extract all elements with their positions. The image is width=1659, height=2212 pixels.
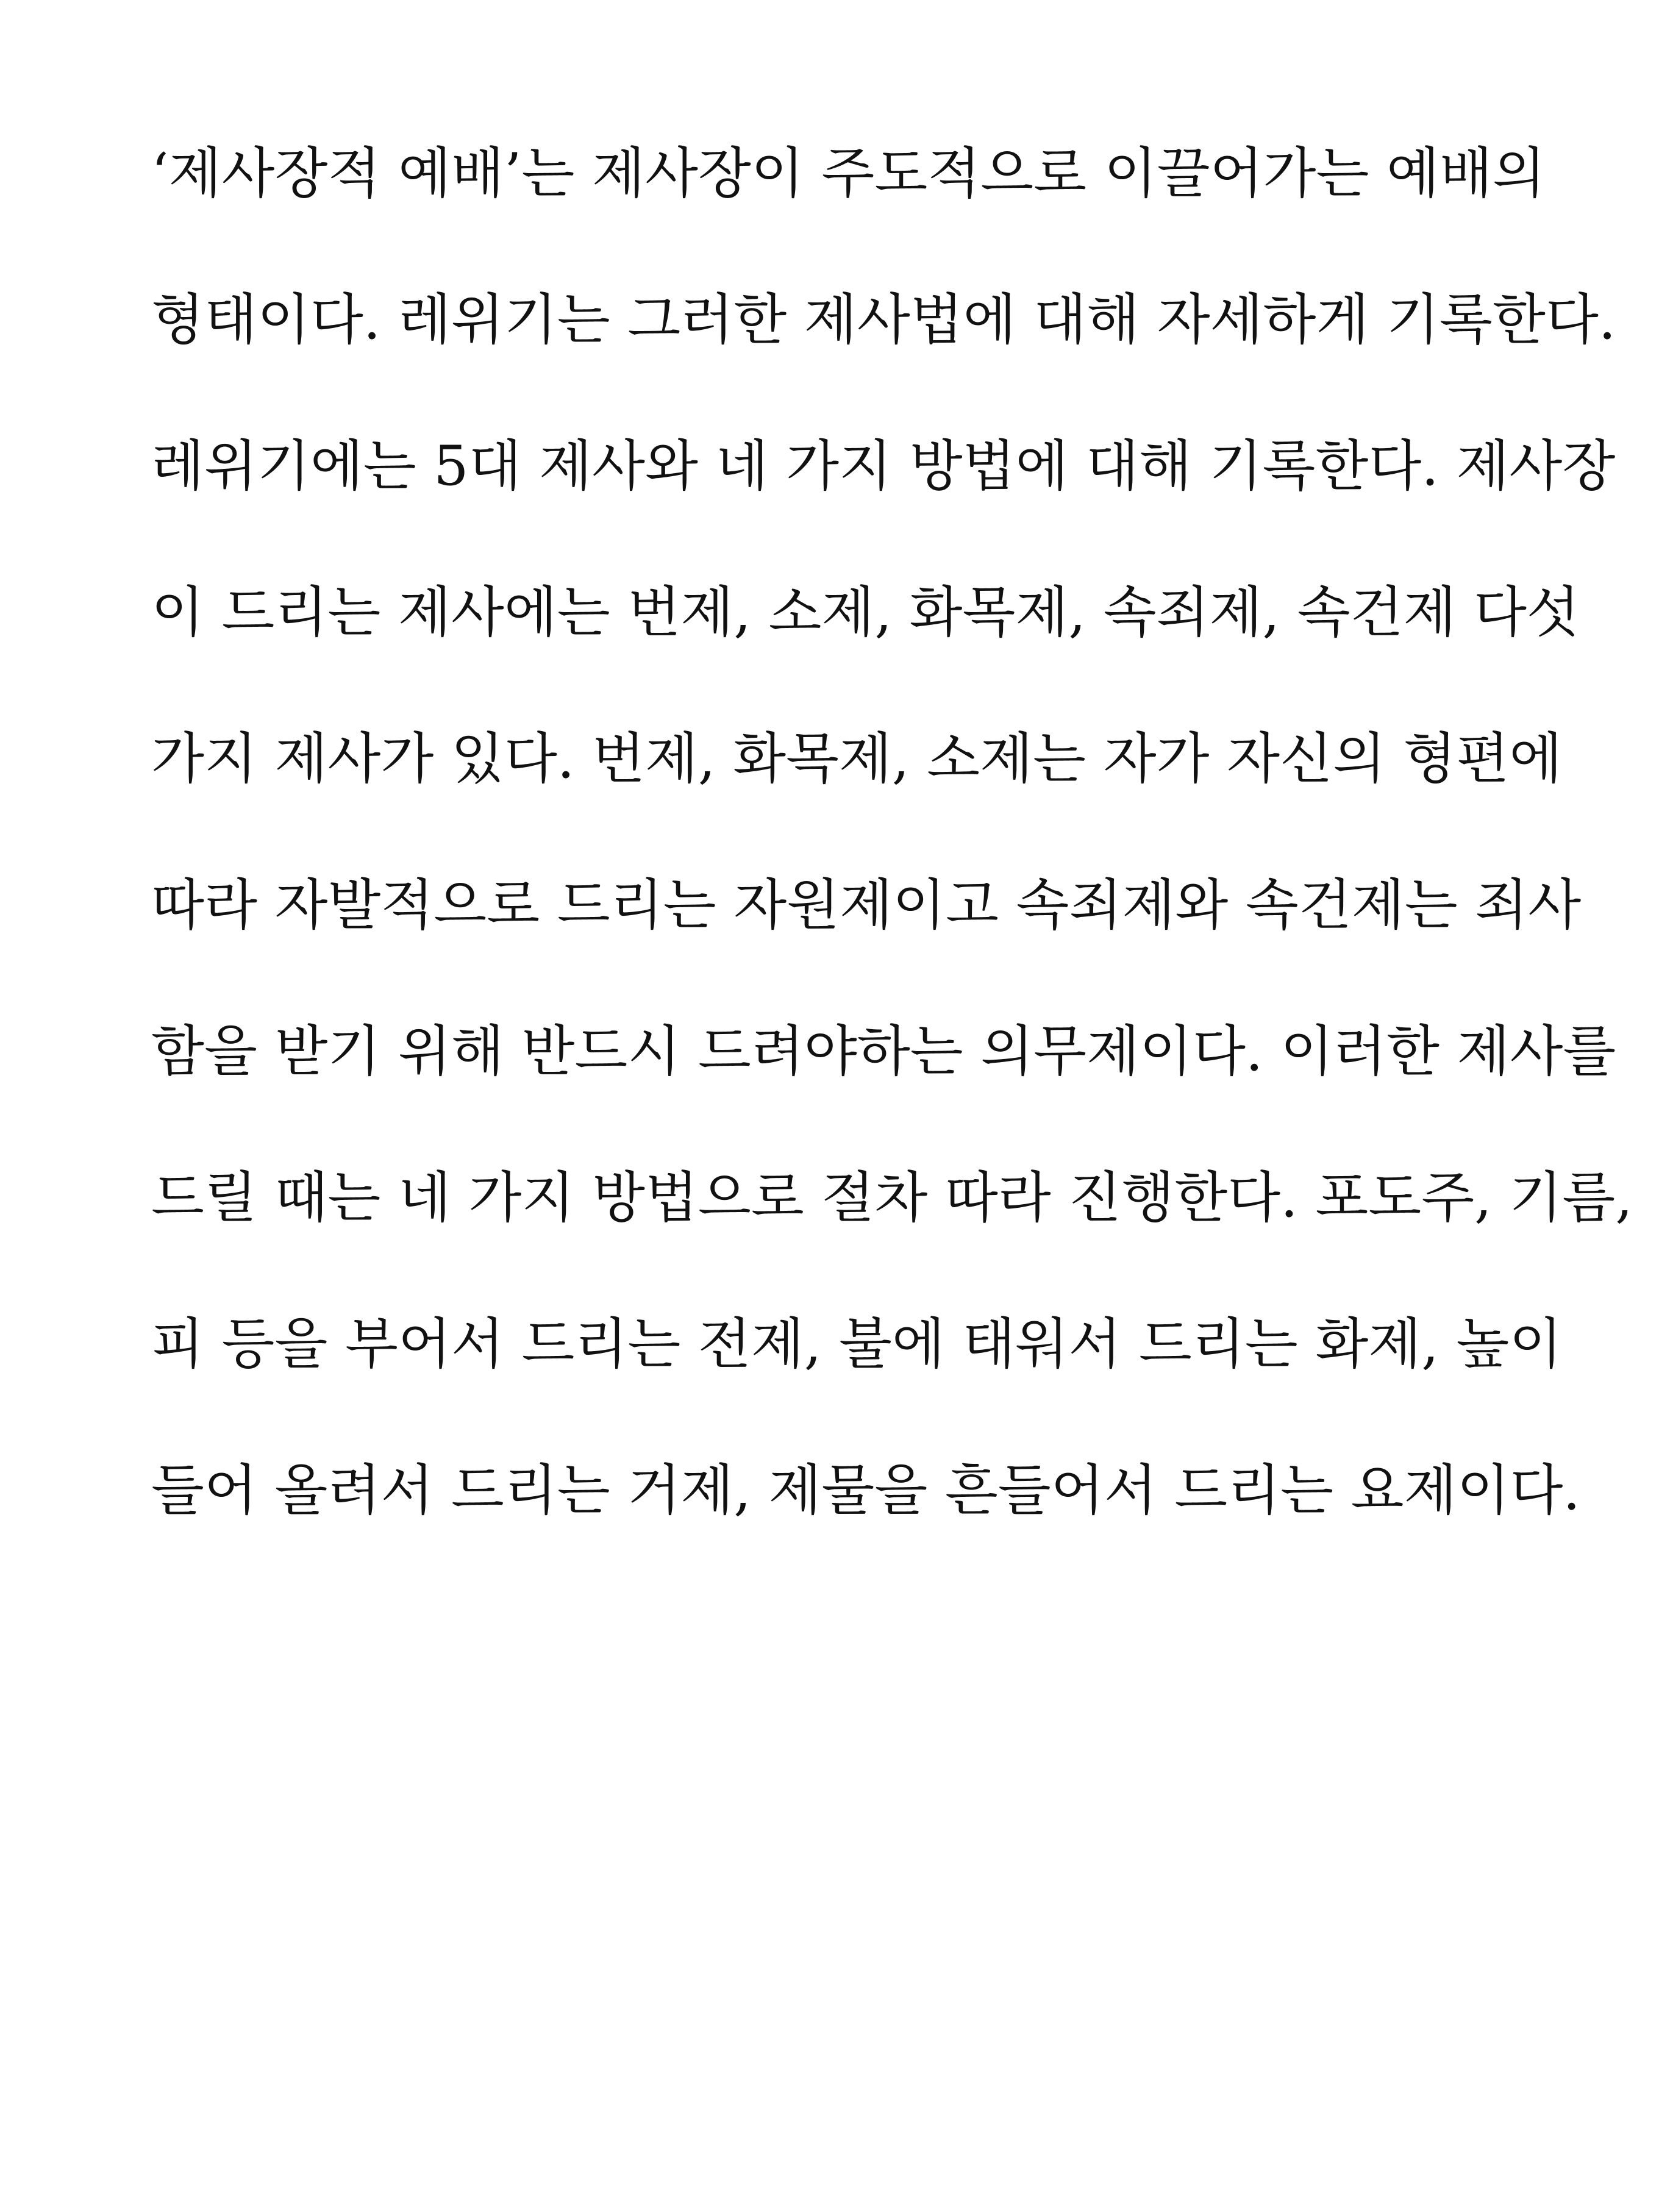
paragraph-line-9: 피 등을 부어서 드리는 전제, 불에 태워서 드리는 화제, 높이: [151, 1312, 1563, 1376]
paragraph-line-6: 따라 자발적으로 드리는 자원제이고 속죄제와 속건제는 죄사: [151, 873, 1582, 937]
paragraph-line-1: ‘제사장적 예배’는 제사장이 주도적으로 이끌어가는 예배의: [151, 141, 1546, 205]
paragraph-line-5: 가지 제사가 있다. 번제, 화목제, 소제는 자가 자신의 형편에: [151, 727, 1563, 791]
paragraph-line-4: 이 드리는 제사에는 번제, 소제, 화목제, 속죄제, 속건제 다섯: [151, 580, 1580, 644]
paragraph-line-3: 레위기에는 5대 제사와 네 가지 방법에 대해 기록한다. 제사장: [151, 434, 1616, 498]
paragraph-line-10: 들어 올려서 드리는 거제, 제물을 흔들어서 드리는 요제이다.: [151, 1458, 1581, 1522]
paragraph-line-2: 형태이다. 레위기는 그러한 제사법에 대해 자세하게 기록한다.: [151, 288, 1616, 352]
paragraph-line-8: 드릴 때는 네 가지 방법으로 절차 따라 진행한다. 포도주, 기름,: [151, 1166, 1633, 1230]
paragraph-line-7: 함을 받기 위해 반드시 드려야하는 의무제이다. 이러한 제사를: [151, 1019, 1616, 1083]
